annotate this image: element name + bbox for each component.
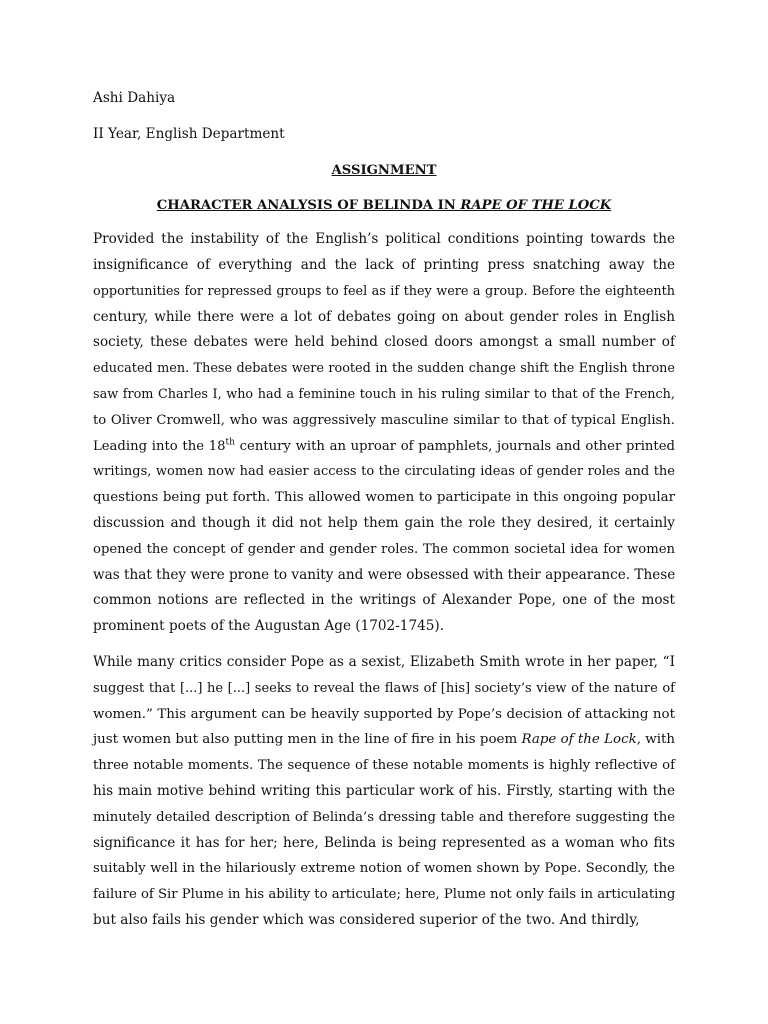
paragraph-line: to Oliver Cromwell, who was aggressively masculine similar to that of typical English.: [93, 412, 675, 428]
paragraph-line: society, these debates were held behind closed doors amongst a small number of: [93, 334, 675, 351]
paragraph-line: opened the concept of gender and gender roles. The common societal idea for women: [93, 541, 675, 557]
paragraph-line: women.” This argument can be heavily supported by Pope’s decision of attacking not: [93, 706, 675, 722]
paragraph-line: educated men. These debates were rooted in the sudden change shift the English throne: [93, 361, 675, 377]
paragraph-line: common notions are reflected in the writings of Alexander Pope, one of the most: [93, 592, 675, 609]
paragraph-line: century, while there were a lot of debates going on about gender roles in English: [93, 308, 675, 325]
author-affiliation: II Year, English Department: [93, 125, 285, 142]
paragraph-line: three notable moments. The sequence of these notable moments is highly reflective of: [93, 758, 675, 774]
paragraph-line: opportunities for repressed groups to feel as if they were a group. Before the eighteenth: [93, 283, 675, 299]
paragraph-line: minutely detailed description of Belinda’s dressing table and therefore suggesting the: [93, 809, 675, 825]
paragraph-line: but also fails his gender which was considered superior of the two. And thirdly,: [93, 911, 640, 928]
paragraph-line: was that they were prone to vanity and were obsessed with their appearance. These: [93, 566, 676, 583]
title-prefix: CHARACTER ANALYSIS OF BELINDA IN: [156, 198, 461, 214]
paragraph-line: Provided the instability of the English’s political conditions pointing towards the: [93, 231, 675, 248]
line-segment: Leading into the 18: [93, 438, 226, 454]
poem-title: Rape of the Lock: [521, 732, 637, 748]
paragraph-line: questions being put forth. This allowed women to participate in this ongoing popular: [93, 490, 675, 506]
paragraph-line: significance it has for her; here, Belinda is being represented as a woman who fits: [93, 834, 675, 851]
line-segment: , with: [636, 732, 675, 748]
paragraph-line: failure of Sir Plume in his ability to articulate; here, Plume not only fails in articulating: [93, 887, 676, 903]
assignment-heading: ASSIGNMENT: [331, 162, 437, 178]
title-work: RAPE OF THE LOCK: [460, 198, 612, 214]
paragraph-line: suggest that [...] he [...] seeks to reveal the flaws of [his] society’s view of the nature of: [93, 680, 675, 696]
paragraph-2: [93, 650, 675, 934]
line-segment: century with an uproar of pamphlets, journals and other printed: [234, 438, 675, 454]
paragraph-line: suitably well in the hilariously extreme notion of women shown by Pope. Secondly, the: [93, 861, 675, 877]
paragraph-line: his main motive behind writing this particular work of his. Firstly, starting with the: [93, 782, 675, 799]
author-name: Ashi Dahiya: [93, 90, 176, 106]
paragraph-line: writings, women now had easier access to the circulating ideas of gender roles and the: [93, 464, 675, 480]
paragraph-1: [93, 227, 675, 640]
paragraph-line: [93, 727, 675, 753]
paragraph-line: While many critics consider Pope as a sexist, Elizabeth Smith wrote in her paper, “I: [93, 653, 675, 670]
line-segment: just women but also putting men in the line of fire in his poem: [93, 732, 522, 748]
ordinal-superscript: th: [225, 437, 235, 448]
paragraph-line: discussion and though it did not help them gain the role they desired, it certainly: [93, 514, 675, 531]
paragraph-line: insignificance of everything and the lack of printing press snatching away the: [93, 256, 675, 273]
paragraph-line: saw from Charles I, who had a feminine touch in his ruling similar to that of the French,: [93, 386, 675, 402]
document-title: [93, 193, 675, 219]
document-body: [93, 86, 675, 944]
paragraph-line: [93, 434, 675, 460]
paragraph-line: prominent poets of the Augustan Age (1702-1745).: [93, 618, 445, 635]
